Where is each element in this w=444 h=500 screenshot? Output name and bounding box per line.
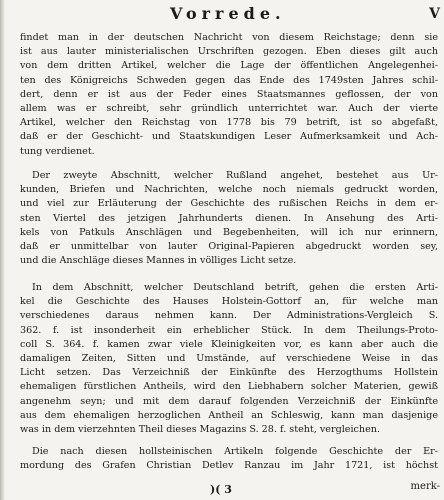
- page-footer: [0, 483, 444, 499]
- text-line: 362. f. ist insonderheit ein erheblicher Stück. In dem Theilungs-Proto-: [20, 324, 438, 336]
- text-line: was in dem vierzehnten Theil dieses Magazins S. 28. f. steht, vergleichen.: [20, 424, 380, 436]
- text-line: und die Anschläge dieses Mannes in völliges Licht setze.: [20, 255, 297, 267]
- paragraph-2: [20, 169, 438, 268]
- text-line: daß er unmittelbar von lauter Original-Papieren abgedruckt worden sey,: [20, 241, 438, 253]
- text-line: verschiedenes daraus nehmen kann. Der Administrations-Vergleich S.: [20, 310, 438, 322]
- text-line: ist aus lauter ministerialischen Urschriften gezogen. Eben dieses gilt auch: [20, 46, 438, 58]
- text-line: aus dem ehemaligen herzoglichen Antheil an Schleswig, kann man dasjenige: [20, 409, 438, 421]
- text-line: tung verdienet.: [20, 145, 95, 157]
- text-line: mordung des Grafen Christian Detlev Ranzau im Jahr 1721, ist höchst: [20, 460, 438, 472]
- text-line: sten Viertel des jetzigen Jahrhunderts dienen. In Ansehung des Arti-: [20, 212, 438, 224]
- text-line: coll S. 364. f. kamen zwar viele Kleinigkeiten vor, es kann aber auch die: [20, 338, 438, 350]
- text-line: Die nach diesen hollsteinischen Artikeln folgende Geschichte der Er-: [32, 446, 438, 457]
- text-line: Artikel, welcher den Reichstag von 1778 bis 79 betrift, ist so abgefaßt,: [20, 117, 438, 129]
- text-line: damaligen Zeiten, Sitten und Umstände, auf verschiedene Weise in das: [20, 353, 438, 365]
- text-line: kel die Geschichte des Hauses Holstein-Gottorf an, für welche man: [20, 296, 438, 308]
- text-line: und viel zur Erläuterung der Geschichte des rußischen Reichs in dem er-: [20, 198, 438, 210]
- text-line: In dem Abschnitt, welcher Deutschland betrift, gehen die ersten Arti-: [32, 282, 438, 293]
- paragraph-4: [20, 445, 438, 473]
- paragraph-1: [20, 31, 438, 159]
- text-line: ehemaligen fürstlichen Antheils, wird den Liebhabern solcher Materien, gewiß: [20, 381, 438, 393]
- text-line: von dem dritten Artikel, welcher die Lage der öffentlichen Angelegenhei-: [20, 60, 438, 72]
- text-line: kels von Patkuls Anschlägen und Begebenheiten, will ich nur erinnern,: [20, 226, 438, 238]
- text-line: dert, denn er ist aus der Feder eines Staatsmannes geflossen, der von: [20, 88, 438, 100]
- header-mark: V: [429, 6, 440, 22]
- text-line: Der zweyte Abschnitt, welcher Rußland angehet, bestehet aus Ur-: [32, 170, 438, 181]
- text-line: Licht setzen. Das Verzeichniß der Einkünfte des Herzogthums Hollstein: [20, 367, 438, 379]
- catchword: merk-: [410, 481, 440, 492]
- page-title: Vorrede.: [170, 4, 286, 23]
- page-edge-shadow: [0, 0, 5, 500]
- text-line: kunden, Briefen und Nachrichten, welche noch niemals gedruckt worden,: [20, 184, 438, 196]
- text-line: daß er der Geschicht- und Staatskundigen Leser Aufmerksamkeit und Ach-: [20, 131, 438, 143]
- page-header: [0, 4, 444, 26]
- text-line: findet man in der deutschen Nachricht von diesem Reichstage; denn sie: [20, 32, 438, 43]
- signature-mark: )( 3: [210, 483, 232, 496]
- paragraph-3: [20, 281, 438, 437]
- text-line: ten des Königreichs Schweden gegen das Ende des 1749sten Jahres schil-: [20, 74, 438, 86]
- text-line: allem was er schreibt, sehr gründlich unterrichtet war. Auch der vierte: [20, 103, 438, 115]
- text-line: angenehm seyn; und mit dem darauf folgenden Verzeichniß der Einkünfte: [20, 395, 438, 407]
